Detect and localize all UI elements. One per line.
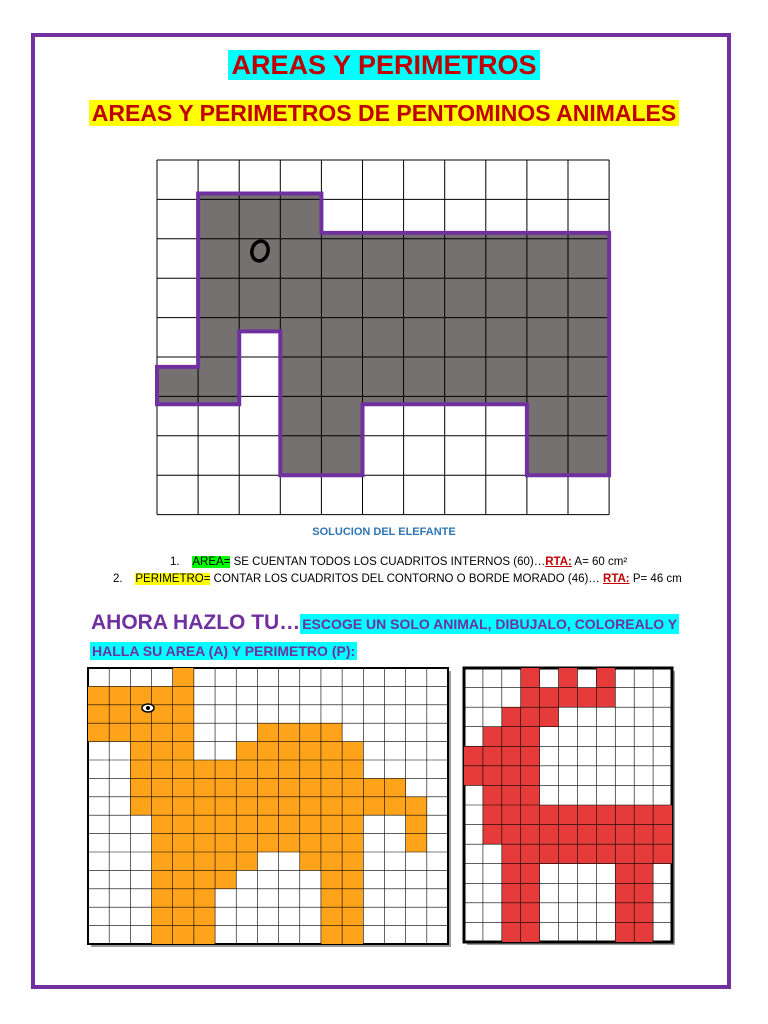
llama-cell xyxy=(634,844,653,864)
camel-cell xyxy=(109,686,130,704)
llama-cell xyxy=(502,805,521,825)
camel-cell xyxy=(194,815,215,833)
camel-cell xyxy=(342,852,363,870)
llama-cell xyxy=(483,805,502,825)
llama-cell xyxy=(577,844,596,864)
camel-cell xyxy=(321,778,342,796)
llama-cell xyxy=(502,727,521,747)
llama-cell xyxy=(502,707,521,727)
camel-cell xyxy=(279,723,300,741)
step-perimeter-rta-value: P= 46 cm xyxy=(629,573,682,585)
llama-cell xyxy=(483,825,502,845)
llama-cell xyxy=(483,766,502,786)
camel-cell xyxy=(215,834,236,852)
llama-cell xyxy=(540,707,559,727)
camel-cell xyxy=(152,907,173,925)
camel-cell xyxy=(152,815,173,833)
llama-cell xyxy=(502,825,521,845)
llama-cell xyxy=(559,805,578,825)
camel-cell xyxy=(173,778,194,796)
camel-cell xyxy=(257,797,278,815)
camel-cell xyxy=(406,815,427,833)
llama-cell xyxy=(559,844,578,864)
camel-cell xyxy=(342,907,363,925)
llama-cell xyxy=(540,825,559,845)
llama-cell xyxy=(521,668,540,688)
camel-cell xyxy=(194,834,215,852)
camel-cell xyxy=(215,815,236,833)
llama-cell xyxy=(502,903,521,923)
step-area-rta-label: RTA: xyxy=(545,556,572,568)
camel-cell xyxy=(194,852,215,870)
camel-cell xyxy=(342,870,363,888)
step-area-rta-value: A= 60 cm² xyxy=(571,556,628,568)
camel-cell xyxy=(152,760,173,778)
camel-cell xyxy=(130,778,151,796)
camel-cell xyxy=(321,870,342,888)
camel-cell xyxy=(152,834,173,852)
camel-cell xyxy=(215,797,236,815)
step-perimeter-number: 2. xyxy=(113,573,123,585)
camel-cell xyxy=(384,778,405,796)
step-perimeter-label: PERIMETRO= xyxy=(135,573,211,585)
camel-cell xyxy=(279,742,300,760)
camel-cell xyxy=(215,760,236,778)
camel-cell xyxy=(236,797,257,815)
camel-cell xyxy=(342,742,363,760)
camel-eye-pupil xyxy=(146,706,150,710)
llama-cell xyxy=(502,883,521,903)
llama-cell xyxy=(596,805,615,825)
camel-cell xyxy=(215,870,236,888)
llama-cell xyxy=(634,922,653,942)
llama-cell xyxy=(502,844,521,864)
camel-cell xyxy=(300,723,321,741)
camel-cell xyxy=(342,834,363,852)
camel-cell xyxy=(173,870,194,888)
camel-cell xyxy=(363,778,384,796)
camel-cell xyxy=(279,760,300,778)
camel-cell xyxy=(321,889,342,907)
camel-cell xyxy=(321,723,342,741)
camel-cell xyxy=(173,926,194,944)
llama-cell xyxy=(521,864,540,884)
camel-cell xyxy=(342,889,363,907)
camel-cell xyxy=(300,760,321,778)
llama-cell xyxy=(483,727,502,747)
step-perimeter-rta-label: RTA: xyxy=(603,573,630,585)
camel-cell xyxy=(194,926,215,944)
camel-cell xyxy=(321,815,342,833)
llama-cell xyxy=(521,746,540,766)
llama-cell xyxy=(596,844,615,864)
llama-cell xyxy=(615,903,634,923)
camel-cell xyxy=(173,834,194,852)
camel-cell xyxy=(109,705,130,723)
elephant-figure xyxy=(157,160,609,515)
instruction-text-1: ESCOGE UN SOLO ANIMAL, DIBUJALO, COLOREALO Y xyxy=(302,616,678,632)
camel-cell xyxy=(173,742,194,760)
instruction-lead: AHORA HAZLO TU… xyxy=(91,611,301,634)
llama-cell xyxy=(634,883,653,903)
llama-cell xyxy=(577,805,596,825)
elephant-body xyxy=(157,193,609,475)
llama-cell xyxy=(521,727,540,747)
camel-cell xyxy=(342,926,363,944)
camel-cell xyxy=(342,778,363,796)
camel-cell xyxy=(215,852,236,870)
camel-cell xyxy=(152,778,173,796)
camel-cell xyxy=(173,705,194,723)
camel-cell xyxy=(257,834,278,852)
camel-cell xyxy=(173,815,194,833)
camel-cell xyxy=(342,815,363,833)
camel-cell xyxy=(194,778,215,796)
camel-cell xyxy=(88,723,109,741)
llama-cell xyxy=(615,805,634,825)
camel-cell xyxy=(279,797,300,815)
camel-cell xyxy=(152,870,173,888)
llama-figure xyxy=(464,668,675,945)
llama-cell xyxy=(615,864,634,884)
instruction-line-1 xyxy=(91,611,679,635)
camel-cell xyxy=(257,815,278,833)
llama-cell xyxy=(521,805,540,825)
camel-cell xyxy=(257,742,278,760)
step-perimeter xyxy=(113,573,682,585)
camel-cell xyxy=(130,742,151,760)
step-area-label: AREA= xyxy=(192,556,231,568)
camel-cell xyxy=(194,870,215,888)
llama-cell xyxy=(634,805,653,825)
camel-cell xyxy=(109,723,130,741)
camel-cell xyxy=(152,926,173,944)
llama-cell xyxy=(615,844,634,864)
llama-cell xyxy=(615,922,634,942)
camel-cell xyxy=(300,834,321,852)
camel-cell xyxy=(194,760,215,778)
camel-cell xyxy=(279,815,300,833)
llama-cell xyxy=(540,688,559,708)
llama-cell xyxy=(464,766,483,786)
camel-cell xyxy=(279,778,300,796)
llama-cell xyxy=(502,746,521,766)
camel-cell xyxy=(321,742,342,760)
llama-cell xyxy=(521,688,540,708)
llama-cell xyxy=(521,707,540,727)
camel-cell xyxy=(152,852,173,870)
llama-cell xyxy=(521,883,540,903)
llama-cell xyxy=(653,844,672,864)
llama-cell xyxy=(521,903,540,923)
llama-cell xyxy=(521,766,540,786)
camel-cell xyxy=(321,907,342,925)
camel-cell xyxy=(88,686,109,704)
camel-cell xyxy=(194,797,215,815)
camel-cell xyxy=(321,926,342,944)
step-perimeter-text: CONTAR LOS CUADRITOS DEL CONTORNO O BORDE MORADO (46)… xyxy=(210,573,604,585)
llama-cell xyxy=(634,825,653,845)
llama-cell xyxy=(540,844,559,864)
camel-cell xyxy=(130,686,151,704)
camel-cell xyxy=(279,834,300,852)
camel-cell xyxy=(215,778,236,796)
camel-cell xyxy=(236,834,257,852)
camel-cell xyxy=(130,797,151,815)
llama-cell xyxy=(559,688,578,708)
llama-cell xyxy=(559,668,578,688)
llama-cell xyxy=(540,805,559,825)
step-area xyxy=(170,556,627,568)
camel-cell xyxy=(236,778,257,796)
llama-cell xyxy=(596,825,615,845)
llama-cell xyxy=(596,688,615,708)
llama-cell xyxy=(653,805,672,825)
camel-cell xyxy=(194,889,215,907)
llama-cell xyxy=(577,825,596,845)
camel-cell xyxy=(152,889,173,907)
camel-cell xyxy=(300,852,321,870)
llama-cell xyxy=(464,746,483,766)
camel-cell xyxy=(173,889,194,907)
llama-cell xyxy=(577,688,596,708)
camel-cell xyxy=(194,907,215,925)
camel-cell xyxy=(342,797,363,815)
camel-cell xyxy=(173,760,194,778)
camel-cell xyxy=(173,723,194,741)
llama-cell xyxy=(502,766,521,786)
llama-cell xyxy=(521,825,540,845)
camel-cell xyxy=(321,852,342,870)
camel-cell xyxy=(88,705,109,723)
instruction-line-2: HALLA SU AREA (A) Y PERIMETRO (P): xyxy=(92,643,356,659)
camel-figure xyxy=(88,668,451,947)
camel-cell xyxy=(173,852,194,870)
camel-cell xyxy=(236,815,257,833)
camel-cell xyxy=(152,797,173,815)
camel-cell xyxy=(300,778,321,796)
camel-cell xyxy=(257,760,278,778)
llama-cell xyxy=(634,864,653,884)
camel-cell xyxy=(236,742,257,760)
camel-cell xyxy=(300,815,321,833)
camel-cell xyxy=(173,686,194,704)
llama-cell xyxy=(521,844,540,864)
camel-cell xyxy=(173,907,194,925)
camel-cell xyxy=(406,834,427,852)
camel-cell xyxy=(300,797,321,815)
camel-cell xyxy=(130,723,151,741)
llama-cell xyxy=(634,903,653,923)
camel-cell xyxy=(152,723,173,741)
camel-cell xyxy=(130,760,151,778)
solution-title: SOLUCION DEL ELEFANTE xyxy=(312,526,456,538)
camel-cell xyxy=(257,778,278,796)
camel-cell xyxy=(236,852,257,870)
llama-cell xyxy=(615,825,634,845)
llama-cell xyxy=(502,785,521,805)
camel-cell xyxy=(384,797,405,815)
llama-cell xyxy=(483,746,502,766)
camel-cell xyxy=(321,797,342,815)
llama-cell xyxy=(521,785,540,805)
camel-cell xyxy=(236,760,257,778)
llama-cell xyxy=(502,922,521,942)
llama-cell xyxy=(483,785,502,805)
camel-cell xyxy=(300,742,321,760)
camel-cell xyxy=(406,797,427,815)
camel-cell xyxy=(257,723,278,741)
page-subtitle-text: AREAS Y PERIMETROS DE PENTOMINOS ANIMALES xyxy=(89,100,679,126)
camel-cell xyxy=(321,760,342,778)
camel-cell xyxy=(342,760,363,778)
llama-cell xyxy=(559,825,578,845)
camel-cell xyxy=(152,742,173,760)
page-title-text: AREAS Y PERIMETROS xyxy=(228,50,539,80)
camel-cell xyxy=(173,797,194,815)
camel-cell xyxy=(363,797,384,815)
camel-cell xyxy=(173,668,194,686)
llama-cell xyxy=(502,864,521,884)
llama-cell xyxy=(521,922,540,942)
step-area-number: 1. xyxy=(170,556,180,568)
llama-cell xyxy=(596,668,615,688)
llama-cell xyxy=(653,825,672,845)
camel-cell xyxy=(321,834,342,852)
step-area-text: SE CUENTAN TODOS LOS CUADRITOS INTERNOS (60)… xyxy=(230,556,546,568)
llama-cell xyxy=(615,883,634,903)
camel-cell xyxy=(152,686,173,704)
